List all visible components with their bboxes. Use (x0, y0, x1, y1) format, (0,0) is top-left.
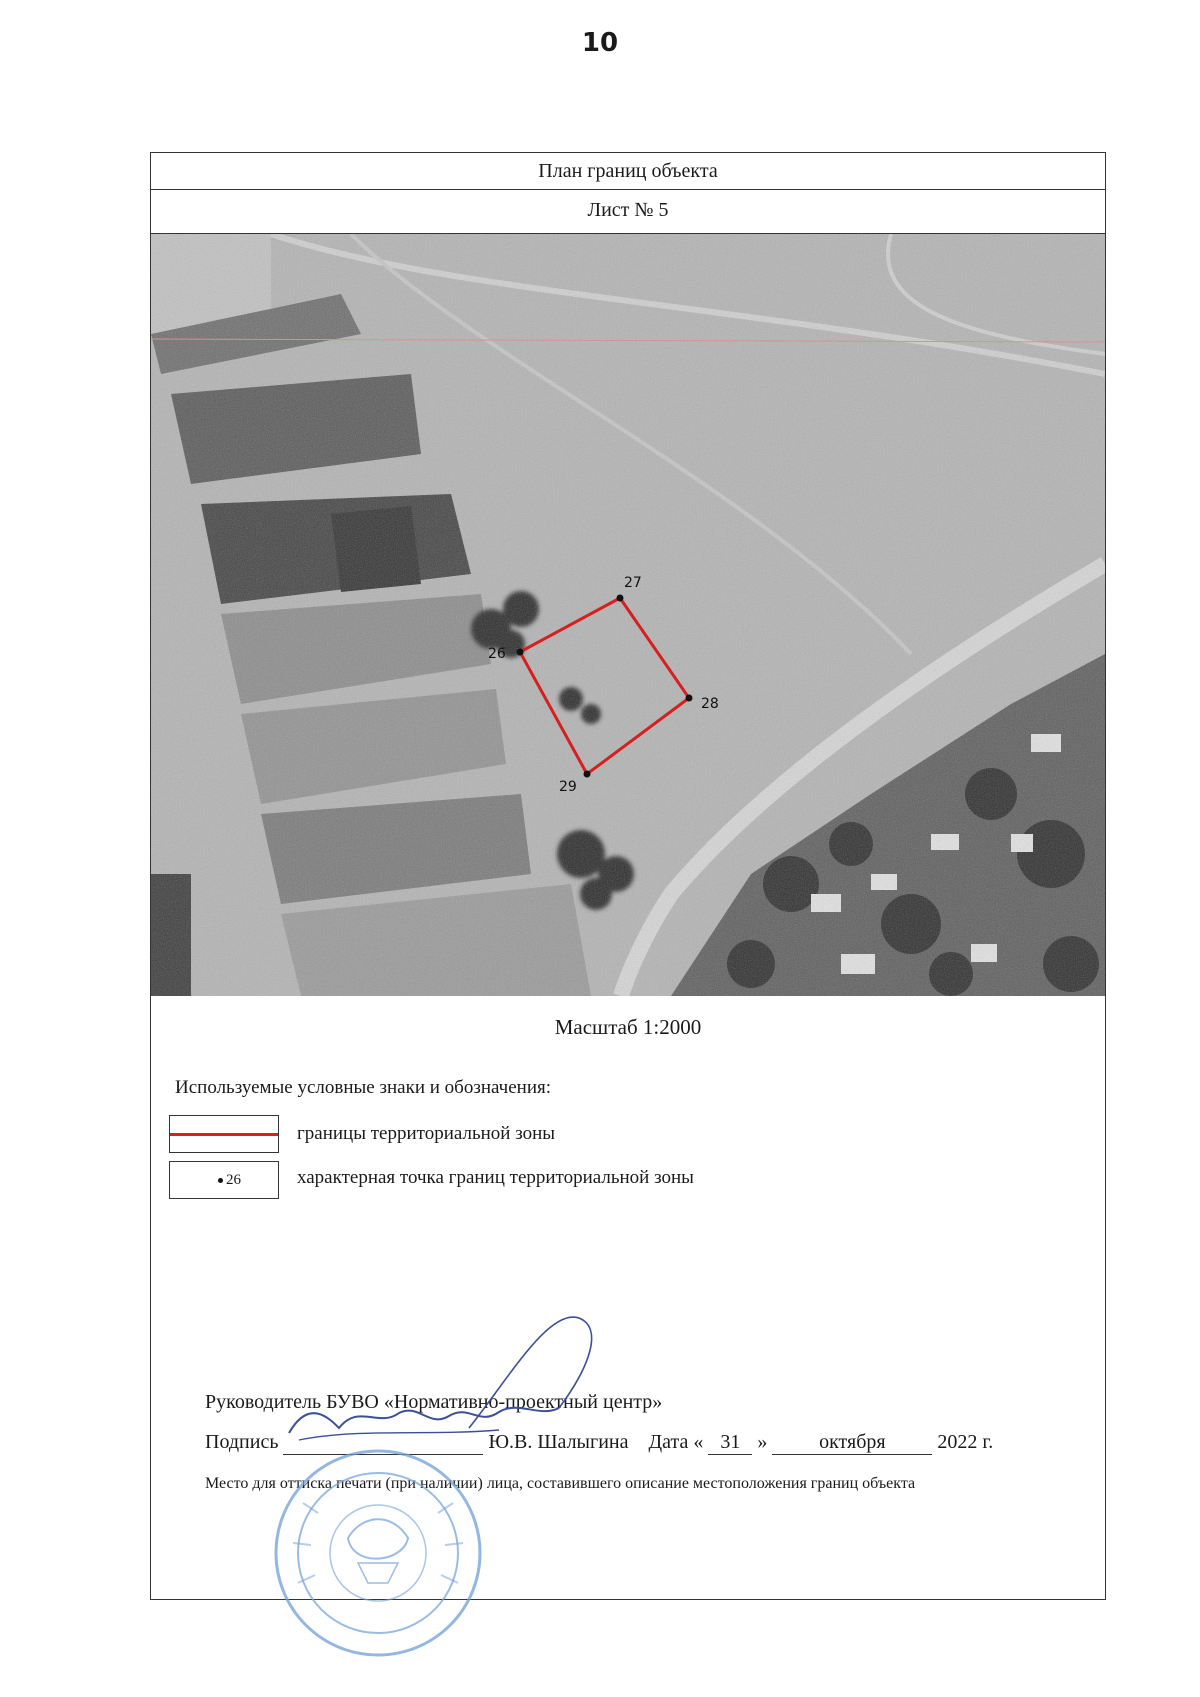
map-scale: Масштаб 1:2000 (554, 1015, 702, 1039)
legend-text-boundary: границы территориальной зоны (297, 1123, 556, 1144)
point-label-26: 26 (488, 646, 506, 662)
signer-name: Ю.В. Шалыгина (488, 1431, 629, 1453)
page-number: 10 (581, 28, 619, 58)
organization-head: Руководитель БУВО «Нормативно-проектный центр» (205, 1391, 663, 1413)
date-year: 2022 г. (937, 1431, 994, 1453)
legend-text-point: характерная точка границ территориальной зоны (297, 1167, 694, 1188)
point-label-27: 27 (624, 575, 642, 591)
point-dot-icon (218, 1178, 223, 1183)
boundary-line-swatch (170, 1133, 278, 1136)
date-label: Дата « (648, 1431, 704, 1453)
boundary-point (584, 771, 591, 778)
document-title: План границ объекта (151, 153, 1105, 190)
boundary-point (617, 595, 624, 602)
boundary-point (686, 695, 693, 702)
date-mid: » (757, 1431, 768, 1453)
date-month: октября (772, 1431, 932, 1455)
signature-label: Подпись (205, 1431, 279, 1453)
signature-line (205, 1431, 993, 1455)
point-swatch-label: 26 (226, 1172, 241, 1188)
signature-blank (283, 1431, 483, 1455)
point-label-28: 28 (701, 696, 719, 712)
date-day: 31 (708, 1431, 752, 1455)
legend-symbol-point (169, 1161, 279, 1199)
aerial-photo (151, 234, 1105, 996)
point-label-29: 29 (559, 779, 577, 795)
sheet-number: Лист № 5 (151, 189, 1105, 234)
legend-symbol-boundary (169, 1115, 279, 1153)
aerial-map (151, 234, 1105, 996)
document-frame (150, 152, 1106, 1600)
legend-title: Используемые условные знаки и обозначения: (175, 1077, 552, 1098)
point-swatch (218, 1172, 241, 1189)
boundary-point (517, 649, 524, 656)
stamp-place-note: Место для оттиска печати (при наличии) лица, составившего описание местоположения границ объекта (205, 1475, 916, 1492)
